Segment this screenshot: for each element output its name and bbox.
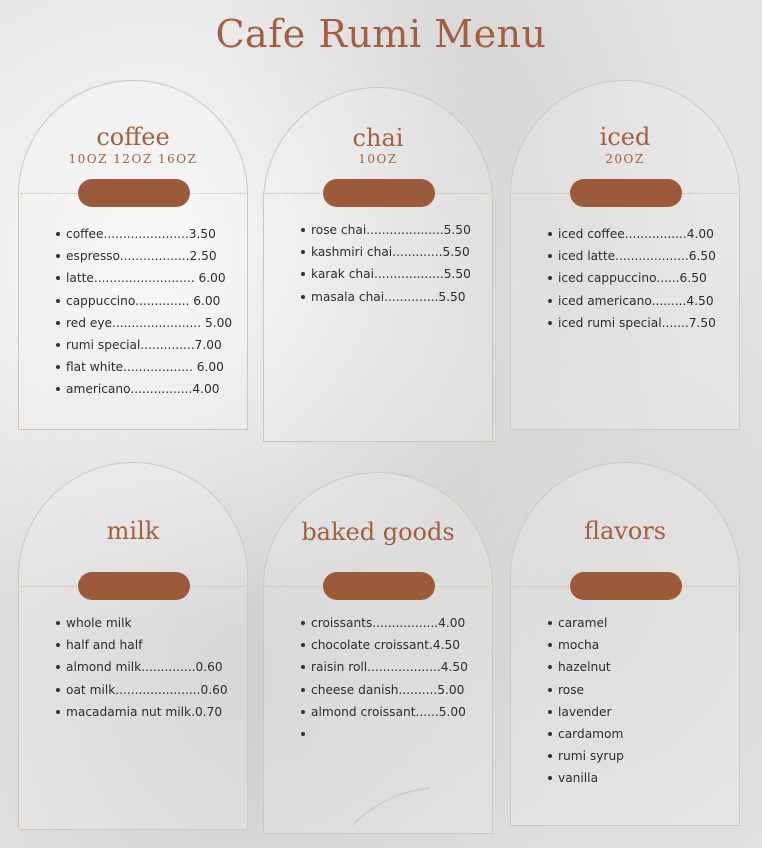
bullet-icon — [301, 643, 305, 647]
item-text: americano................4.00 — [66, 382, 220, 397]
bullet-icon — [548, 754, 552, 758]
list-item — [66, 223, 232, 245]
list-item — [66, 656, 228, 678]
list-item — [66, 245, 232, 267]
section-pill — [78, 179, 190, 207]
bullet-icon — [56, 665, 60, 669]
list-item — [558, 245, 716, 267]
list-item — [558, 745, 624, 767]
list-item — [558, 634, 624, 656]
bullet-icon — [56, 621, 60, 625]
bullet-icon — [56, 688, 60, 692]
list-item — [66, 312, 232, 334]
list-item — [311, 701, 468, 723]
list-item — [558, 312, 716, 334]
section-pill — [323, 572, 435, 600]
menu-card-baked-goods — [263, 472, 493, 834]
list-item — [558, 701, 624, 723]
item-text: coffee......................3.50 — [66, 227, 216, 241]
item-text: almond croissant......5.00 — [311, 704, 466, 719]
bullet-icon — [56, 387, 60, 391]
item-text: latte.......................... 6.00 — [66, 271, 226, 286]
bullet-icon — [56, 365, 60, 369]
bullet-icon — [56, 232, 60, 236]
list-item — [311, 679, 468, 701]
item-text: almond milk..............0.60 — [66, 660, 223, 675]
item-list — [311, 219, 471, 308]
list-item — [558, 723, 624, 745]
section-name: baked goods — [301, 518, 455, 546]
item-text: whole milk — [66, 616, 132, 630]
list-item — [311, 219, 471, 241]
item-text: caramel — [558, 616, 608, 630]
section-sizes: 10OZ 12OZ 16OZ — [68, 152, 198, 166]
bullet-icon — [548, 299, 552, 303]
section-name: iced — [599, 123, 651, 151]
bullet-icon — [301, 688, 305, 692]
section-pill — [78, 572, 190, 600]
list-item — [558, 223, 716, 245]
list-item — [66, 334, 232, 356]
bullet-icon — [56, 643, 60, 647]
item-text: mocha — [558, 638, 600, 653]
item-text: rumi special..............7.00 — [66, 337, 222, 352]
section-name: milk — [106, 517, 160, 545]
menu-card-chai — [263, 87, 493, 442]
item-text: iced americano.........4.50 — [558, 293, 714, 308]
list-item — [66, 634, 228, 656]
item-text: rumi syrup — [558, 749, 624, 764]
list-item — [311, 286, 471, 308]
bullet-icon — [548, 710, 552, 714]
list-item — [66, 267, 232, 289]
bullet-icon — [548, 621, 552, 625]
section-pill — [570, 179, 682, 207]
menu-title: Cafe Rumi Menu — [215, 12, 547, 56]
item-text: espresso..................2.50 — [66, 249, 217, 264]
list-item — [311, 656, 468, 678]
section-name: chai — [352, 124, 404, 152]
list-item — [311, 241, 471, 263]
item-text: macadamia nut milk.0.70 — [66, 704, 223, 719]
item-text: iced cappuccino......6.50 — [558, 271, 707, 286]
item-text: vanilla — [558, 771, 599, 786]
bullet-icon — [301, 272, 305, 276]
item-list — [66, 612, 228, 723]
menu-card-iced — [510, 80, 740, 430]
bullet-icon — [301, 710, 305, 714]
item-list — [311, 612, 468, 745]
bullet-icon — [548, 688, 552, 692]
item-text: red eye....................... 5.00 — [66, 315, 233, 330]
list-item — [311, 263, 471, 285]
section-name: flavors — [583, 517, 667, 545]
item-text: karak chai..................5.50 — [311, 267, 471, 282]
section-name: coffee — [96, 123, 170, 151]
item-list — [558, 223, 716, 334]
item-text: oat milk......................0.60 — [66, 682, 228, 697]
bullet-icon — [56, 276, 60, 280]
item-text: raisin roll...................4.50 — [311, 660, 468, 675]
menu-card-coffee — [18, 80, 248, 430]
item-text: kashmiri chai.............5.50 — [311, 245, 470, 260]
item-text: half and half — [66, 638, 143, 653]
item-text: flat white.................. 6.00 — [66, 360, 224, 375]
list-item — [66, 378, 232, 400]
bullet-icon — [56, 254, 60, 258]
bullet-icon — [548, 232, 552, 236]
list-item — [558, 679, 624, 701]
menu-card-flavors — [510, 462, 740, 826]
list-item — [311, 612, 468, 634]
item-text: cardamom — [558, 726, 624, 741]
bullet-icon — [548, 321, 552, 325]
bullet-icon — [548, 776, 552, 780]
bullet-icon — [56, 343, 60, 347]
bullet-icon — [301, 665, 305, 669]
bullet-icon — [301, 295, 305, 299]
section-sizes: 10OZ — [358, 152, 398, 166]
list-item — [558, 267, 716, 289]
item-text: lavender — [558, 704, 612, 719]
bullet-icon — [56, 299, 60, 303]
section-sizes: 20OZ — [605, 152, 645, 166]
bullet-icon — [548, 665, 552, 669]
item-text: rose — [558, 682, 585, 697]
item-text: masala chai..............5.50 — [311, 289, 466, 304]
decorative-swoosh-icon — [350, 785, 440, 830]
list-item — [66, 356, 232, 378]
bullet-icon — [548, 643, 552, 647]
item-text: cappuccino.............. 6.00 — [66, 293, 221, 308]
list-item — [66, 679, 228, 701]
list-item — [558, 767, 624, 789]
item-text: iced latte...................6.50 — [558, 249, 716, 264]
list-item — [311, 723, 468, 745]
list-item — [66, 701, 228, 723]
list-item — [558, 612, 624, 634]
bullet-icon — [548, 732, 552, 736]
list-item — [66, 290, 232, 312]
bullet-icon — [548, 254, 552, 258]
item-text: iced coffee................4.00 — [558, 227, 714, 241]
bullet-icon — [301, 732, 305, 736]
section-pill — [323, 179, 435, 207]
item-list — [558, 612, 624, 790]
menu-card-milk — [18, 462, 248, 830]
bullet-icon — [548, 276, 552, 280]
item-text: hazelnut — [558, 660, 611, 675]
item-list — [66, 223, 232, 401]
item-text: iced rumi special.......7.50 — [558, 315, 716, 330]
list-item — [558, 656, 624, 678]
item-text: croissants.................4.00 — [311, 616, 466, 630]
bullet-icon — [301, 228, 305, 232]
item-text: chocolate croissant.4.50 — [311, 638, 461, 653]
bullet-icon — [56, 321, 60, 325]
item-text: rose chai....................5.50 — [311, 223, 471, 237]
section-pill — [570, 572, 682, 600]
bullet-icon — [301, 621, 305, 625]
list-item — [558, 290, 716, 312]
bullet-icon — [301, 250, 305, 254]
list-item — [311, 634, 468, 656]
list-item — [66, 612, 228, 634]
bullet-icon — [56, 710, 60, 714]
item-text: cheese danish..........5.00 — [311, 682, 465, 697]
